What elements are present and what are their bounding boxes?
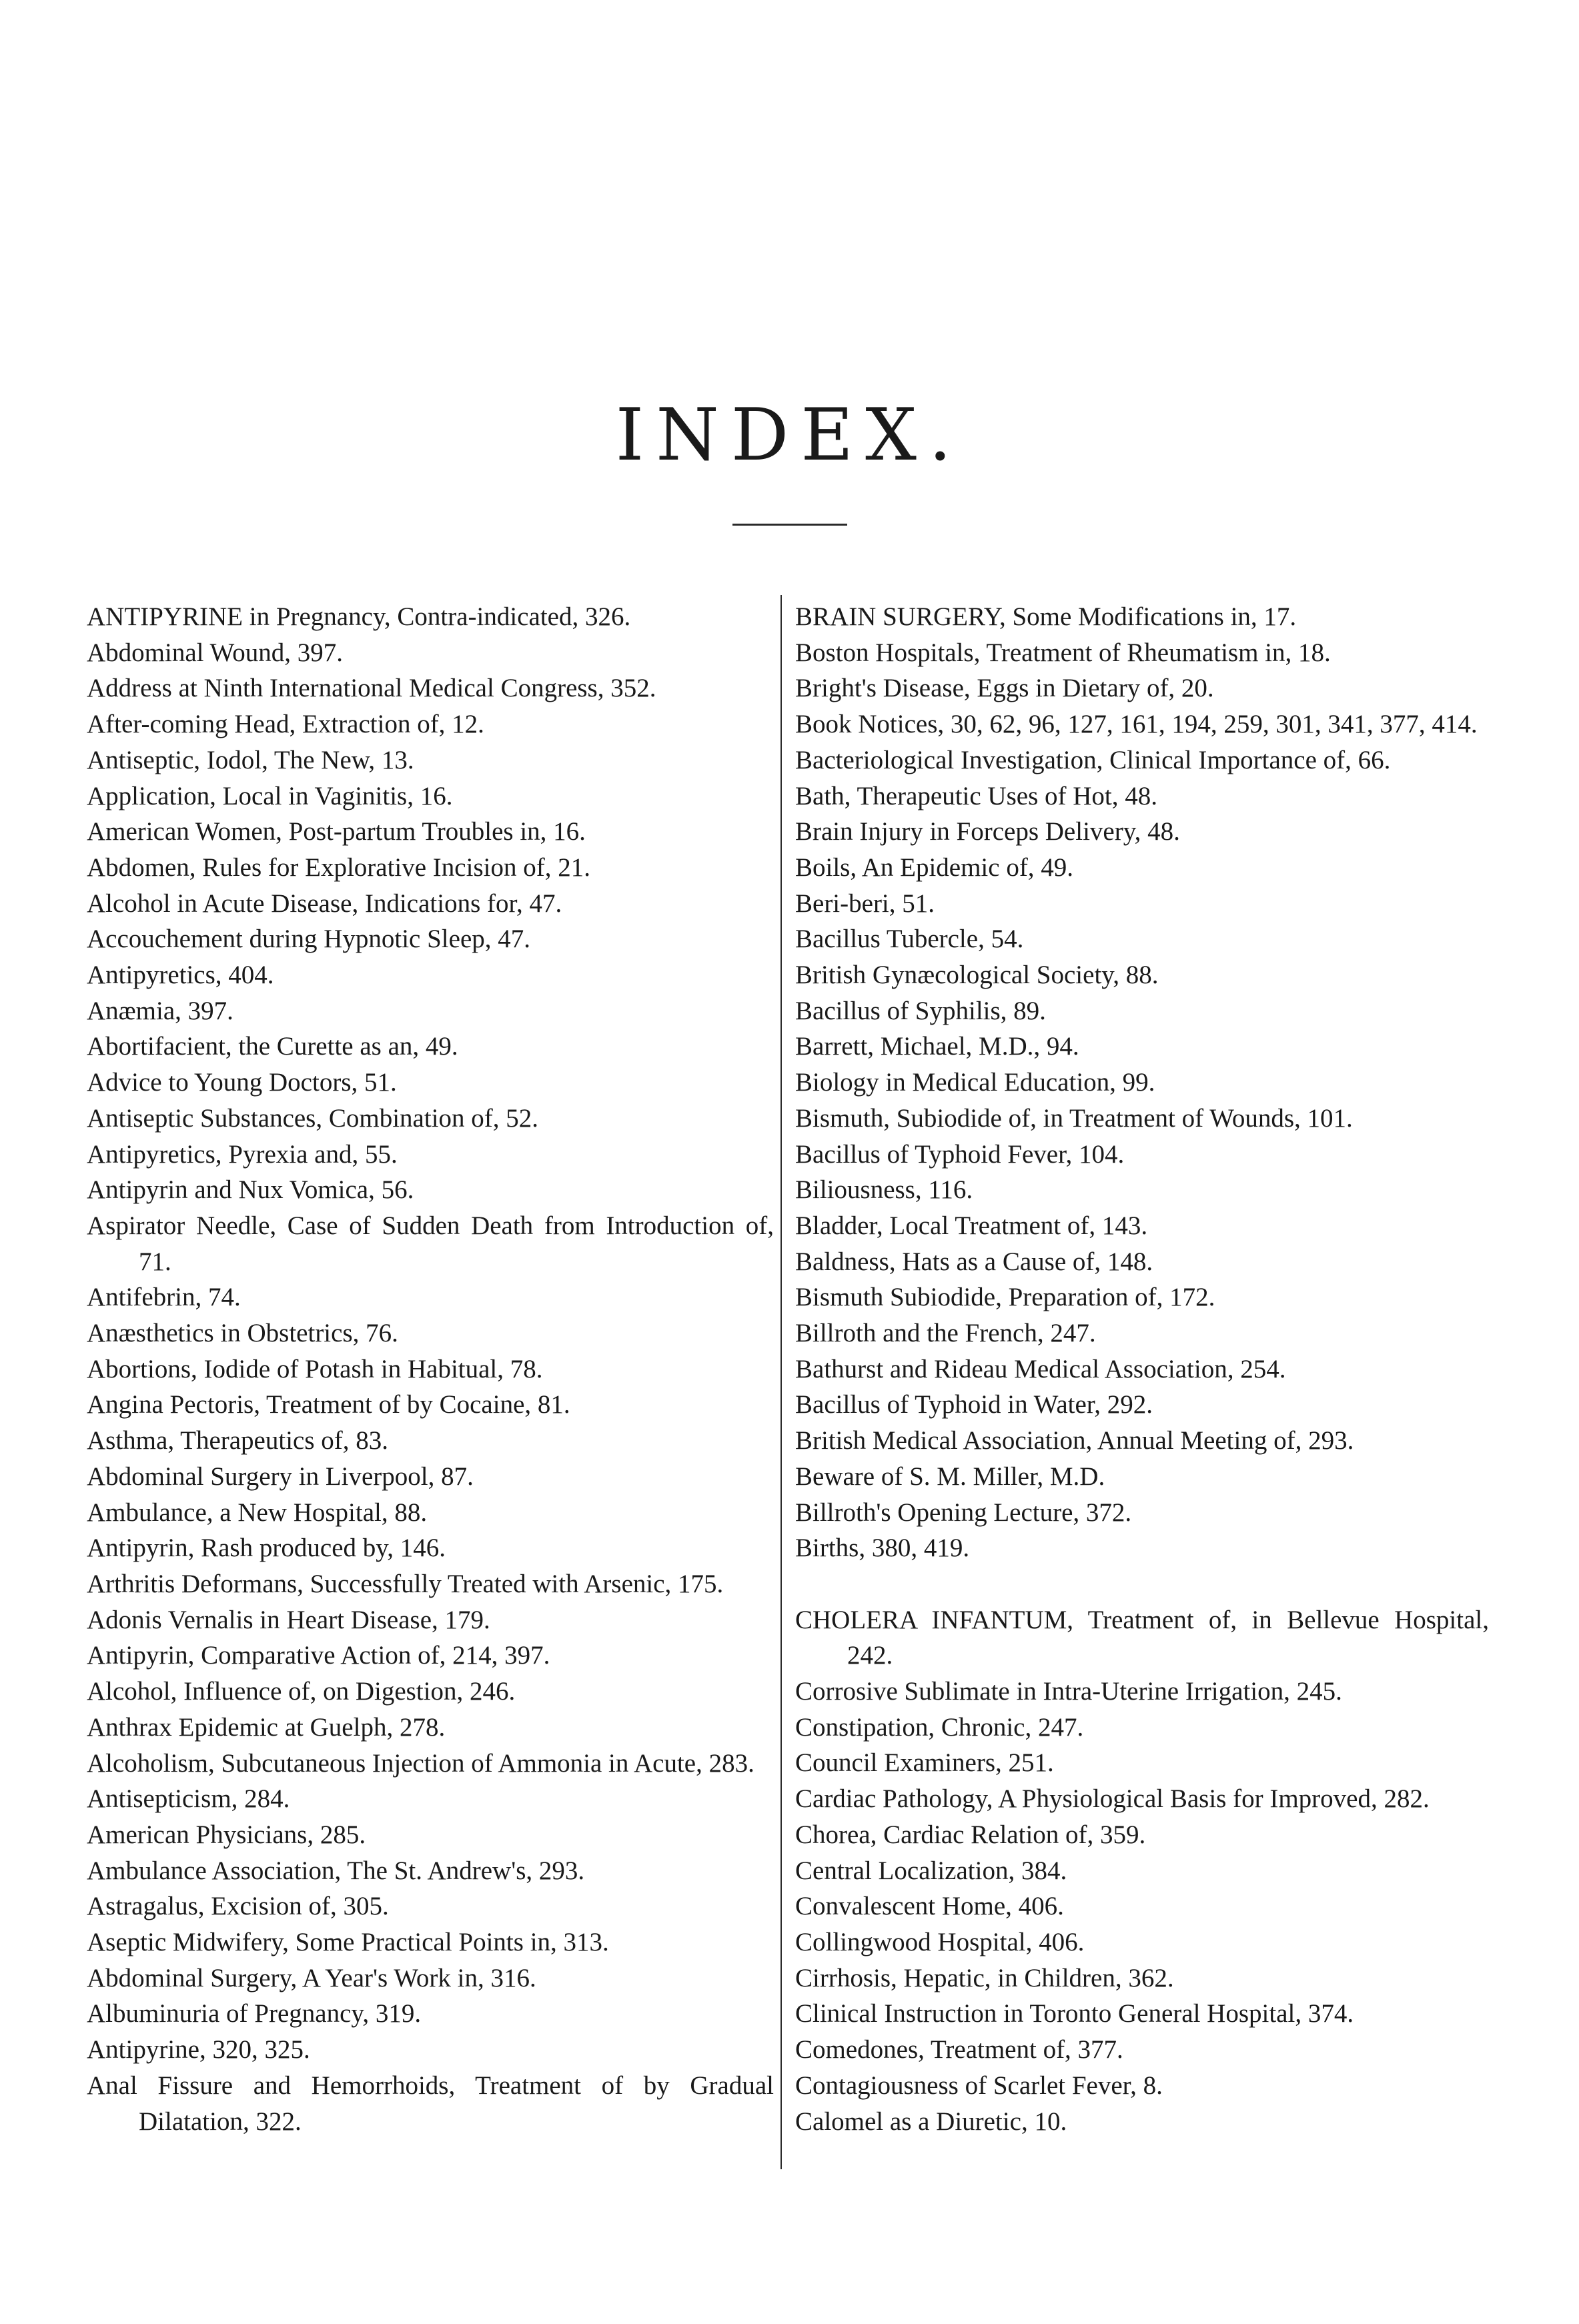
index-entry: Bacillus of Syphilis, 89. <box>795 996 1046 1025</box>
index-entry: Bacteriological Investigation, Clinical Importance of, 66. <box>795 745 1391 774</box>
index-entry: Alcohol in Acute Disease, Indications for, 47. <box>87 889 562 918</box>
index-entry: Convalescent Home, 406. <box>795 1892 1064 1921</box>
index-entry: Barrett, Michael, M.D., 94. <box>795 1032 1079 1061</box>
index-entry: Adonis Vernalis in Heart Disease, 179. <box>87 1605 490 1634</box>
index-entry: Boston Hospitals, Treatment of Rheumatism in, 18. <box>795 638 1331 667</box>
index-entry: Bacillus of Typhoid in Water, 292. <box>795 1390 1153 1419</box>
index-entry: Antifebrin, 74. <box>87 1283 241 1312</box>
index-entry: Asthma, Therapeutics of, 83. <box>87 1426 389 1456</box>
index-entry: Antiseptic Substances, Combination of, 52. <box>87 1103 539 1133</box>
index-entry: Abortifacient, the Curette as an, 49. <box>87 1032 458 1061</box>
index-section-c <box>795 1602 1489 2140</box>
index-column-left <box>87 599 774 2139</box>
index-entry: Abdominal Surgery, A Year's Work in, 316. <box>87 1963 536 1992</box>
index-entry: Contagiousness of Scarlet Fever, 8. <box>795 2071 1163 2100</box>
index-entry: Alcohol, Influence of, on Digestion, 246. <box>87 1677 516 1706</box>
index-entry: Address at Ninth International Medical Congress, 352. <box>87 674 656 703</box>
index-entry: Accouchement during Hypnotic Sleep, 47. <box>87 925 530 954</box>
index-entry: Aspirator Needle, Case of Sudden Death from Introduction of, 71. <box>87 1211 774 1276</box>
index-entry: British Gynæcological Society, 88. <box>795 961 1159 990</box>
index-entry: Antiseptic, Iodol, The New, 13. <box>87 745 414 774</box>
index-entry: Collingwood Hospital, 406. <box>795 1928 1085 1956</box>
index-entry: Abdominal Surgery in Liverpool, 87. <box>87 1462 474 1491</box>
index-entry: Arthritis Deformans, Successfully Treated with Arsenic, 175. <box>87 1569 724 1598</box>
index-entry: Bismuth, Subiodide of, in Treatment of Wounds, 101. <box>795 1103 1353 1133</box>
section-gap <box>795 1566 1489 1602</box>
index-entry: Anæmia, 397. <box>87 996 233 1025</box>
index-entry: Antipyretics, Pyrexia and, 55. <box>87 1139 398 1169</box>
index-entry: Corrosive Sublimate in Intra-Uterine Irrigation, 245. <box>795 1677 1342 1706</box>
index-entry: Biology in Medical Education, 99. <box>795 1068 1155 1097</box>
index-entry: Abdomen, Rules for Explorative Incision of, 21. <box>87 852 590 882</box>
index-entry: Antipyrin and Nux Vomica, 56. <box>87 1175 414 1205</box>
index-entry: Antipyrin, Rash produced by, 146. <box>87 1534 446 1563</box>
column-divider <box>780 595 782 2169</box>
index-entry: Baldness, Hats as a Cause of, 148. <box>795 1247 1153 1276</box>
index-entry: Bladder, Local Treatment of, 143. <box>795 1211 1148 1240</box>
index-entry: Application, Local in Vaginitis, 16. <box>87 781 453 810</box>
index-entry: Comedones, Treatment of, 377. <box>795 2035 1123 2065</box>
index-entry: Antisepticism, 284. <box>87 1784 290 1814</box>
index-entry: Billroth and the French, 247. <box>795 1319 1096 1348</box>
index-entry: Council Examiners, 251. <box>795 1748 1054 1778</box>
index-entry: Angina Pectoris, Treatment of by Cocaine, 81. <box>87 1390 570 1419</box>
index-entry: Anthrax Epidemic at Guelph, 278. <box>87 1712 446 1742</box>
index-entry: Ambulance Association, The St. Andrew's, 293. <box>87 1856 585 1885</box>
index-entry: Bacillus Tubercle, 54. <box>795 925 1024 954</box>
index-entry: Cirrhosis, Hepatic, in Children, 362. <box>795 1963 1174 1992</box>
index-entry: American Women, Post-partum Troubles in, 16. <box>87 817 586 846</box>
index-section-b <box>795 599 1489 1566</box>
index-entry: Bathurst and Rideau Medical Association, 254. <box>795 1354 1286 1383</box>
index-entry: After-coming Head, Extraction of, 12. <box>87 710 484 739</box>
index-entry: Bright's Disease, Eggs in Dietary of, 20. <box>795 674 1214 703</box>
index-entry: Central Localization, 384. <box>795 1856 1067 1885</box>
index-entry: ANTIPYRINE in Pregnancy, Contra-indicated, 326. <box>87 602 631 631</box>
index-entry: Antipyrine, 320, 325. <box>87 2035 310 2065</box>
index-entry: Anæsthetics in Obstetrics, 76. <box>87 1319 398 1348</box>
index-entry: Antipyrin, Comparative Action of, 214, 397. <box>87 1641 550 1670</box>
index-entry: Beri-beri, 51. <box>795 889 935 918</box>
index-entry: Beware of S. M. Miller, M.D. <box>795 1462 1105 1491</box>
index-entry: Abortions, Iodide of Potash in Habitual, 78. <box>87 1354 543 1383</box>
index-entry: Clinical Instruction in Toronto General Hospital, 374. <box>795 1999 1354 2028</box>
index-entry: British Medical Association, Annual Meeting of, 293. <box>795 1426 1354 1456</box>
index-entry: Ambulance, a New Hospital, 88. <box>87 1498 428 1527</box>
index-entry: Biliousness, 116. <box>795 1175 973 1205</box>
index-entry: Anal Fissure and Hemorrhoids, Treatment of by Gradual Dilatation, 322. <box>87 2071 774 2136</box>
index-entry: Calomel as a Diuretic, 10. <box>795 2107 1067 2136</box>
index-entry: Brain Injury in Forceps Delivery, 48. <box>795 817 1180 846</box>
index-column-right <box>795 599 1489 2139</box>
index-entry: Albuminuria of Pregnancy, 319. <box>87 1999 422 2028</box>
index-entry: CHOLERA INFANTUM, Treatment of, in Bellevue Hospital, 242. <box>795 1605 1489 1670</box>
index-entry: Antipyretics, 404. <box>87 961 274 990</box>
index-entry: Constipation, Chronic, 247. <box>795 1712 1084 1742</box>
index-entry: Bismuth Subiodide, Preparation of, 172. <box>795 1283 1215 1312</box>
index-entry: Births, 380, 419. <box>795 1534 970 1563</box>
index-entry: Bath, Therapeutic Uses of Hot, 48. <box>795 781 1157 810</box>
index-entry: Chorea, Cardiac Relation of, 359. <box>795 1820 1146 1849</box>
index-entry: Billroth's Opening Lecture, 372. <box>795 1498 1132 1527</box>
index-entry: Astragalus, Excision of, 305. <box>87 1892 389 1921</box>
index-entry: BRAIN SURGERY, Some Modifications in, 17. <box>795 602 1297 631</box>
index-entry: Alcoholism, Subcutaneous Injection of Ammonia in Acute, 283. <box>87 1748 754 1778</box>
index-entry: Book Notices, 30, 62, 96, 127, 161, 194, 259, 301, 341, 377, 414. <box>795 710 1478 739</box>
index-entry: Advice to Young Doctors, 51. <box>87 1068 397 1097</box>
page-title: INDEX. <box>615 394 964 477</box>
index-entry: Aseptic Midwifery, Some Practical Points in, 313. <box>87 1928 609 1957</box>
index-entry: Abdominal Wound, 397. <box>87 638 343 667</box>
index-entry: Cardiac Pathology, A Physiological Basis for Improved, 282. <box>795 1784 1430 1814</box>
title-rule <box>732 524 847 526</box>
index-entry: Bacillus of Typhoid Fever, 104. <box>795 1139 1125 1169</box>
index-entry: Boils, An Epidemic of, 49. <box>795 852 1074 882</box>
index-entry: American Physicians, 285. <box>87 1820 366 1849</box>
